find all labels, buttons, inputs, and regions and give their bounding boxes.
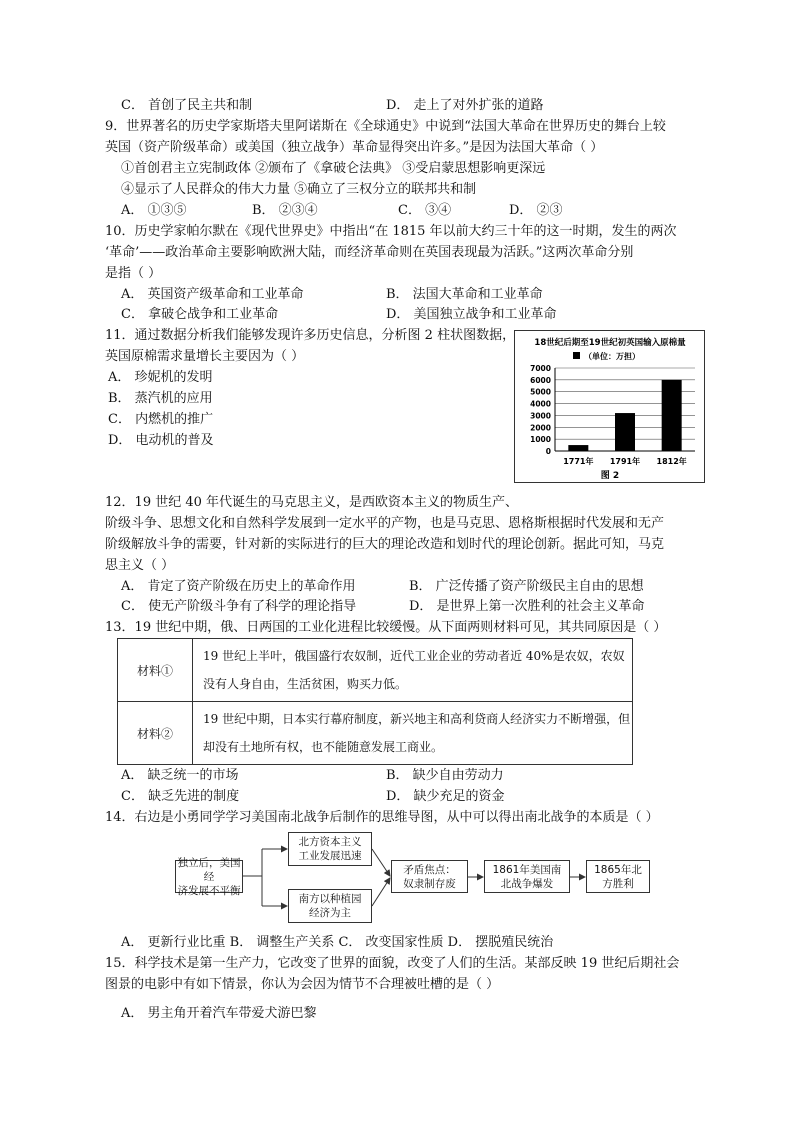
q11-option-c: C． 内燃机的推广: [108, 412, 214, 427]
q8-option-c: C． 首创了民主共和制: [121, 98, 253, 113]
q10-option-c: C． 拿破仑战争和工业革命: [121, 307, 279, 322]
y-tick-label: 5000: [530, 387, 551, 397]
q14-stem-line1: 14．右边是小勇同学学习美国南北战争后制作的思维导图，从中可以得出南北战争的本质是（ ）: [105, 810, 659, 825]
q9-option-a: A． ①③⑤: [121, 203, 187, 218]
q14-options: A． 更新行业比重 B． 调整生产关系 C． 改变国家性质 D． 摆脱殖民统治: [121, 935, 554, 950]
chart-caption: 图 2: [600, 471, 620, 481]
q9-option-b: B． ②③④: [252, 203, 318, 218]
q11-option-b: B． 蒸汽机的应用: [108, 391, 213, 406]
mindmap-box-1861: 1861年美国南 北战争爆发: [484, 860, 570, 893]
q9-stem-line2: 英国（资产阶级革命）或美国（独立战争）革命显得突出许多。”是因为法国大革命（ ）: [105, 140, 604, 155]
q12-stem-line4: 思主义（ ）: [105, 558, 175, 573]
y-tick-label: 0: [545, 447, 551, 456]
chart-title: 18世纪后期至19世纪初英国输入原棉量: [534, 338, 686, 348]
q12-option-d: D． 是世界上第一次胜利的社会主义革命: [409, 599, 645, 614]
x-tick-label: 1771年: [563, 457, 594, 466]
material-1-text: 19 世纪上半叶，俄国盛行农奴制，近代工业企业的劳动者近 40%是农奴，农奴没有人身自由，生活贫困，购买力低。: [193, 639, 633, 702]
y-tick-label: 3000: [530, 411, 551, 421]
q10-stem-line1: 10．历史学家帕尔默在《现代世界史》中指出“在 1815 年以前大约三十年的这一时期，发生的两次: [105, 224, 677, 239]
y-tick-label: 4000: [530, 399, 551, 409]
q10-stem-line2: ‘革命’——政治革命主要影响欧洲大陆，而经济革命则在英国表现最为活跃。”这两次革命分别: [105, 245, 634, 260]
y-tick-label: 7000: [530, 364, 551, 373]
q11-stem-line2: 英国原棉需求量增长主要因为（ ）: [105, 349, 305, 364]
q11-option-d: D． 电动机的普及: [108, 433, 214, 448]
mindmap-box-start: 独立后，美国经 济发展不平衡: [175, 860, 243, 893]
q10-option-b: B． 法国大革命和工业革命: [386, 287, 543, 302]
q15-stem-line2: 图景的电影中有如下情景，你认为会因为情节不合理被吐槽的是（ ）: [105, 977, 500, 992]
q10-option-a: A． 英国资产级革命和工业革命: [121, 287, 304, 302]
mindmap-box-north: 北方资本主义 工业发展迅速: [288, 832, 372, 866]
q13-option-c: C． 缺乏先进的制度: [121, 789, 240, 804]
material-1-label: 材料①: [118, 639, 193, 702]
q12-stem-line3: 阶级解放斗争的需要，针对新的实际进行的巨大的理论改造和划时代的理论创新。据此可知，马克: [105, 537, 665, 552]
q13-stem-line1: 13．19 世纪中期，俄、日两国的工业化进程比较缓慢。从下面两则材料可见，其共同原因是（ ）: [105, 620, 667, 635]
x-tick-label: 1791年: [609, 457, 641, 466]
x-tick-label: 1812年: [656, 457, 687, 466]
q15-stem-line1: 15．科学技术是第一生产力，它改变了世界的面貌，改变了人们的生活。某部反映 19 世纪后期社会: [105, 956, 680, 971]
q9-option-d: D． ②③: [509, 203, 563, 218]
q12-option-c: C． 使无产阶级斗争有了科学的理论指导: [121, 599, 357, 614]
material-2-text: 19 世纪中期，日本实行幕府制度，新兴地主和高利贷商人经济实力不断增强，但却没有土地所有权，也不能随意发展工商业。: [193, 702, 633, 765]
q13-option-a: A． 缺乏统一的市场: [121, 768, 239, 783]
q12-stem-line1: 12．19 世纪 40 年代诞生的马克思主义，是西欧资本主义的物质生产、: [105, 495, 519, 510]
q12-option-a: A． 肯定了资产阶级在历史上的革命作用: [121, 579, 356, 594]
q15-option-a: A． 男主角开着汽车带爱犬游巴黎: [121, 1006, 317, 1021]
y-tick-label: 1000: [530, 435, 551, 445]
q10-stem-line3: 是指（ ）: [105, 266, 162, 281]
q9-option-c: C． ③④: [398, 203, 452, 218]
q13-option-d: D． 缺少充足的资金: [386, 789, 505, 804]
mindmap-box-1865: 1865年北 方胜利: [586, 860, 650, 893]
legend-label: （单位：万担）: [584, 352, 640, 361]
q9-items-line1: ①首创君主立宪制政体 ②颁布了《拿破仑法典》 ③受启蒙思想影响更深远: [121, 161, 546, 176]
q12-stem-line2: 阶级斗争、思想文化和自然科学发展到一定水平的产物，也是马克思、恩格斯根据时代发展和无产: [105, 516, 665, 531]
material-2-label: 材料②: [118, 702, 193, 765]
q9-items-line2: ④显示了人民群众的伟大力量 ⑤确立了三权分立的联邦共和制: [121, 182, 477, 197]
q11-option-a: A． 珍妮机的发明: [108, 370, 213, 385]
y-tick-label: 2000: [530, 423, 551, 433]
q9-stem-line1: 9．世界著名的历史学家斯塔夫里阿诺斯在《全球通史》中说到“法国大革命在世界历史的舞台上较: [105, 119, 666, 134]
y-tick-label: 6000: [530, 375, 551, 385]
q12-option-b: B． 广泛传播了资产阶级民主自由的思想: [409, 579, 644, 594]
mindmap-box-south: 南方以种植园 经济为主: [288, 889, 372, 923]
mindmap-box-conflict: 矛盾焦点： 奴隶制存废: [391, 860, 468, 893]
q13-option-b: B． 缺少自由劳动力: [386, 768, 504, 783]
q8-option-d: D． 走上了对外扩张的道路: [386, 98, 544, 113]
q11-stem-line1: 11．通过数据分析我们能够发现许多历史信息，分析图 2 柱状图数据，: [105, 328, 516, 343]
q10-option-d: D． 美国独立战争和工业革命: [386, 307, 557, 322]
